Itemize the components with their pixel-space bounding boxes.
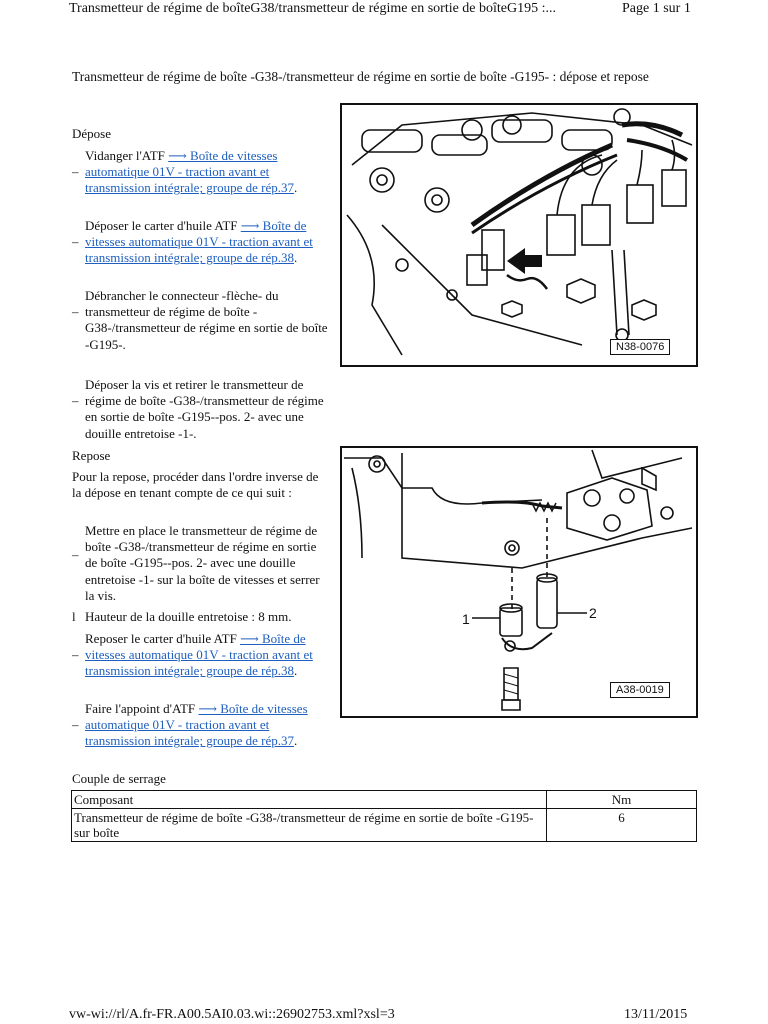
repose-step-3: – Faire l'appoint d'ATF ⟶ Boîte de vitesses automatique 01V - traction avant et transmission intégrale; groupe de rép.37. <box>72 701 308 749</box>
valve-body-illustration <box>342 105 696 365</box>
callout-1: 1 <box>462 611 470 627</box>
callout-2: 2 <box>589 605 597 621</box>
table-header-row <box>72 791 697 809</box>
repose-step-1: – Mettre en place le transmetteur de régime de boîte -G38-/transmetteur de régime en sortie de boîte -G195--pos. 2- avec une douille entretoise -1- sur la boîte de vitesses et serrer la vis. <box>72 523 320 603</box>
col-component: Composant <box>72 791 547 809</box>
step-bullet: – <box>72 717 79 732</box>
step-bullet: – <box>72 647 79 662</box>
cell-component: Transmetteur de régime de boîte -G38-/transmetteur de régime en sortie de boîte -G195- sur boîte <box>72 809 547 842</box>
footer-url: vw-wi://rl/A.fr-FR.A00.5AI0.03.wi::26902753.xml?xsl=3 <box>69 1007 395 1022</box>
step-bullet: – <box>72 393 79 408</box>
repose-step-2: – Reposer le carter d'huile ATF ⟶ Boîte de vitesses automatique 01V - traction avant et transmission intégrale; groupe de rép.38. <box>72 631 313 679</box>
spacer-height-note: Hauteur de la douille entretoise : 8 mm. <box>85 609 292 624</box>
note-marker: l <box>72 609 76 624</box>
depose-step-3: – Débrancher le connecteur -flèche- du transmetteur de régime de boîte -G38-/transmetteur de régime en sortie de boîte -G195-. <box>72 288 328 352</box>
link-oil-pan-removal[interactable]: ⟶ Boîte de vitesses automatique 01V - traction avant et transmission intégrale; groupe de rép.38 <box>85 218 313 266</box>
torque-table <box>71 790 697 842</box>
repose-intro: Pour la repose, procéder dans l'ordre inverse de la dépose en tenant compte de ce qui suit : <box>72 469 319 501</box>
depose-step-2: – Déposer le carter d'huile ATF ⟶ Boîte de vitesses automatique 01V - traction avant et transmission intégrale; groupe de rép.38. <box>72 218 313 266</box>
figure-sensor-installation <box>340 446 698 718</box>
cell-nm: 6 <box>547 809 697 842</box>
table-row <box>72 809 697 842</box>
col-nm: Nm <box>547 791 697 809</box>
figure-1-label: N38-0076 <box>610 339 670 355</box>
step-bullet: – <box>72 234 79 249</box>
depose-step-4: – Déposer la vis et retirer le transmetteur de régime de boîte -G38-/transmetteur de régime en sortie de boîte -G195--pos. 2- avec une douille entretoise -1-. <box>72 377 324 441</box>
link-atf-fill[interactable]: ⟶ Boîte de vitesses automatique 01V - traction avant et transmission intégrale; groupe de rép.37 <box>85 701 308 749</box>
depose-heading: Dépose <box>72 126 111 141</box>
step-bullet: – <box>72 547 79 562</box>
doc-title: Transmetteur de régime de boîte -G38-/transmetteur de régime en sortie de boîte -G195- : dépose et repose <box>72 69 649 84</box>
sensor-spacer-illustration <box>342 448 696 716</box>
footer-date: 13/11/2015 <box>624 1007 688 1022</box>
repose-heading: Repose <box>72 448 111 463</box>
link-oil-pan-install[interactable]: ⟶ Boîte de vitesses automatique 01V - traction avant et transmission intégrale; groupe de rép.38 <box>85 631 313 679</box>
torque-heading: Couple de serrage <box>72 771 166 786</box>
depose-step-1: – Vidanger l'ATF ⟶ Boîte de vitesses automatique 01V - traction avant et transmission intégrale; groupe de rép.37. <box>72 148 298 196</box>
header-title: Transmetteur de régime de boîteG38/transmetteur de régime en sortie de boîteG195 :... <box>69 1 557 16</box>
figure-connector-removal <box>340 103 698 367</box>
step-bullet: – <box>72 304 79 319</box>
page-number: Page 1 sur 1 <box>622 1 691 16</box>
figure-2-label: A38-0019 <box>610 682 670 698</box>
link-atf-drain[interactable]: ⟶ Boîte de vitesses automatique 01V - traction avant et transmission intégrale; groupe de rép.37 <box>85 148 295 196</box>
step-bullet: – <box>72 164 79 179</box>
